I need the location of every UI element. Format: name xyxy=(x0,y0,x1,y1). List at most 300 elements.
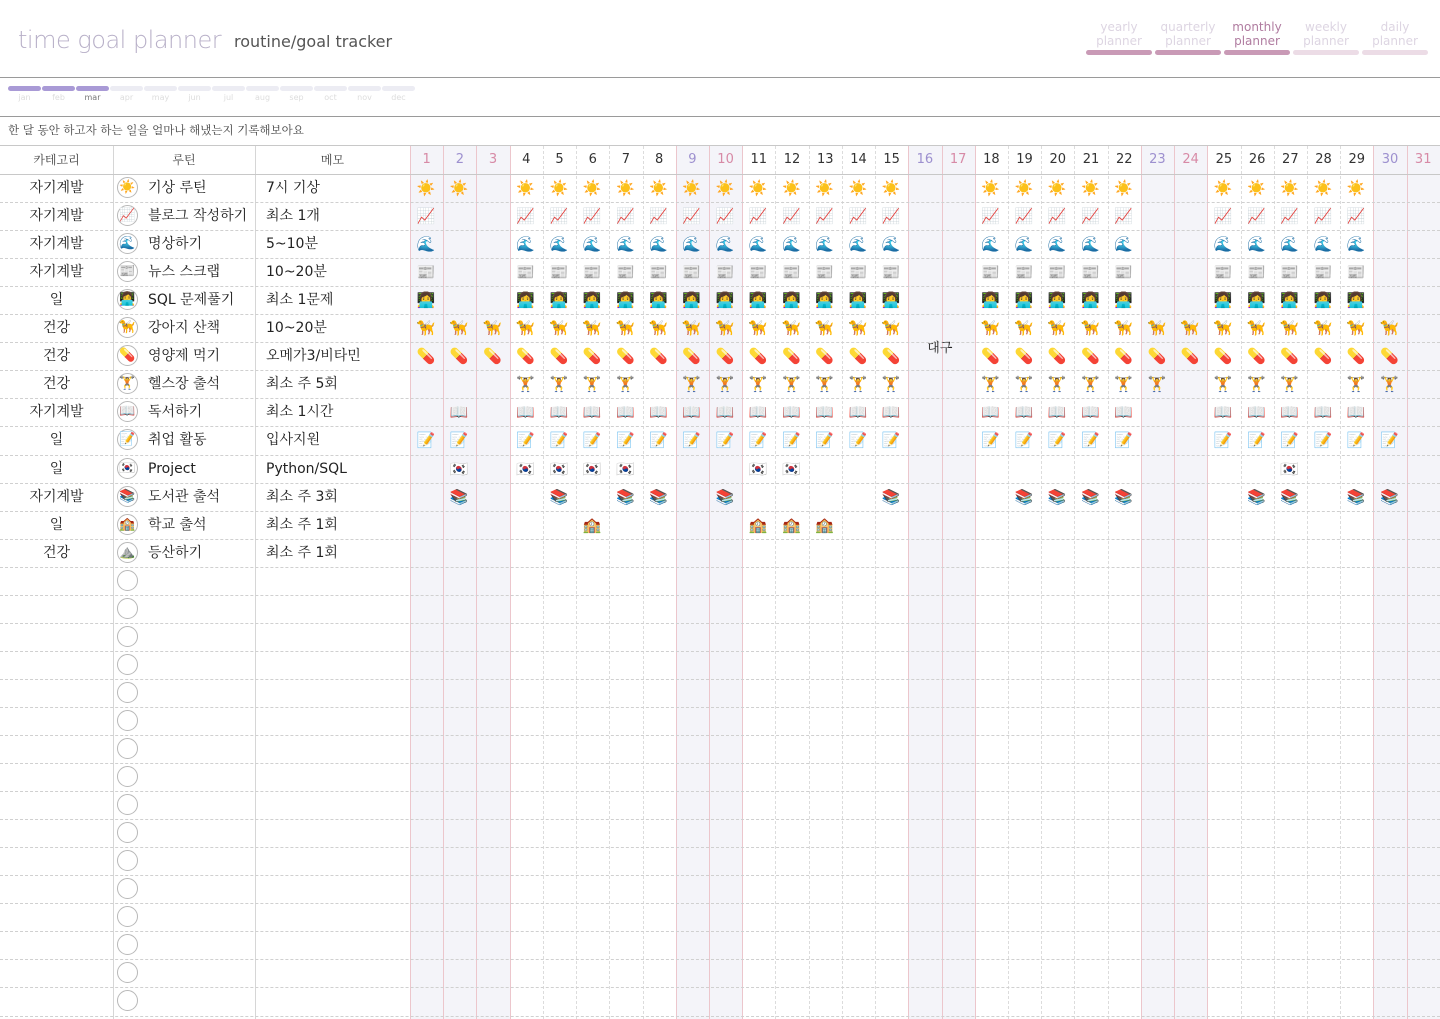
check-mark-memo-icon[interactable]: 📝 xyxy=(615,431,635,450)
check-mark-weight-lifter-icon[interactable]: 🏋️ xyxy=(1346,375,1366,394)
check-mark-korea-flag-icon[interactable]: 🇰🇷 xyxy=(549,459,569,478)
month-oct[interactable] xyxy=(314,86,347,102)
check-mark-memo-icon[interactable]: 📝 xyxy=(1047,431,1067,450)
check-mark-guide-dog-icon[interactable]: 🦮 xyxy=(416,319,436,338)
check-mark-weight-lifter-icon[interactable]: 🏋️ xyxy=(815,375,834,394)
check-mark-sun-icon[interactable]: ☀️ xyxy=(848,179,868,197)
check-mark-technologist-icon[interactable]: 👩‍💻 xyxy=(582,291,602,310)
check-mark-newspaper-icon[interactable]: 📰 xyxy=(615,263,635,282)
check-mark-books-icon[interactable]: 📚 xyxy=(615,487,635,506)
check-mark-newspaper-icon[interactable]: 📰 xyxy=(1114,263,1133,282)
check-mark-chart-increasing-icon[interactable]: 📈 xyxy=(1114,207,1133,226)
check-mark-memo-icon[interactable]: 📝 xyxy=(1313,431,1333,450)
check-mark-newspaper-icon[interactable]: 📰 xyxy=(516,263,535,282)
check-mark-guide-dog-icon[interactable]: 🦮 xyxy=(815,319,834,338)
check-mark-chart-increasing-icon[interactable]: 📈 xyxy=(516,207,535,226)
check-mark-sun-icon[interactable]: ☀️ xyxy=(1313,179,1333,197)
check-mark-guide-dog-icon[interactable]: 🦮 xyxy=(582,319,602,338)
check-mark-korea-flag-icon[interactable]: 🇰🇷 xyxy=(449,459,469,478)
check-mark-school-icon[interactable]: 🏫 xyxy=(582,515,602,534)
check-mark-technologist-icon[interactable]: 👩‍💻 xyxy=(881,291,901,310)
check-mark-technologist-icon[interactable]: 👩‍💻 xyxy=(1346,291,1366,310)
check-mark-water-wave-icon[interactable]: 🌊 xyxy=(1114,235,1133,254)
chart-increasing-icon[interactable]: 📈 xyxy=(117,205,138,226)
check-mark-memo-icon[interactable]: 📝 xyxy=(682,431,702,450)
check-mark-water-wave-icon[interactable]: 🌊 xyxy=(815,235,834,254)
check-mark-chart-increasing-icon[interactable]: 📈 xyxy=(1346,207,1366,226)
nav-daily[interactable] xyxy=(1362,20,1428,55)
check-mark-guide-dog-icon[interactable]: 🦮 xyxy=(715,319,735,338)
check-mark-water-wave-icon[interactable]: 🌊 xyxy=(649,235,668,254)
check-mark-memo-icon[interactable]: 📝 xyxy=(516,431,535,450)
empty-routine-icon[interactable] xyxy=(117,710,138,731)
check-mark-newspaper-icon[interactable]: 📰 xyxy=(1313,263,1333,282)
check-mark-sun-icon[interactable]: ☀️ xyxy=(1346,179,1366,197)
check-mark-technologist-icon[interactable]: 👩‍💻 xyxy=(748,291,768,310)
check-mark-pill-icon[interactable]: 💊 xyxy=(848,347,868,366)
check-mark-korea-flag-icon[interactable]: 🇰🇷 xyxy=(615,459,635,478)
check-mark-open-book-icon[interactable]: 📖 xyxy=(1114,403,1133,422)
check-mark-pill-icon[interactable]: 💊 xyxy=(1081,347,1100,366)
check-mark-water-wave-icon[interactable]: 🌊 xyxy=(582,235,602,254)
check-mark-technologist-icon[interactable]: 👩‍💻 xyxy=(1280,291,1300,310)
check-mark-weight-lifter-icon[interactable]: 🏋️ xyxy=(848,375,868,394)
check-mark-newspaper-icon[interactable]: 📰 xyxy=(1280,263,1300,282)
check-mark-water-wave-icon[interactable]: 🌊 xyxy=(615,235,635,254)
check-mark-weight-lifter-icon[interactable]: 🏋️ xyxy=(1047,375,1067,394)
check-mark-books-icon[interactable]: 📚 xyxy=(1047,487,1067,506)
check-mark-water-wave-icon[interactable]: 🌊 xyxy=(848,235,868,254)
check-mark-water-wave-icon[interactable]: 🌊 xyxy=(549,235,569,254)
check-mark-pill-icon[interactable]: 💊 xyxy=(748,347,768,366)
month-feb[interactable] xyxy=(42,86,75,102)
check-mark-pill-icon[interactable]: 💊 xyxy=(549,347,569,366)
check-mark-weight-lifter-icon[interactable]: 🏋️ xyxy=(1147,375,1167,394)
check-mark-water-wave-icon[interactable]: 🌊 xyxy=(881,235,901,254)
check-mark-open-book-icon[interactable]: 📖 xyxy=(582,403,602,422)
check-mark-open-book-icon[interactable]: 📖 xyxy=(1213,403,1233,422)
check-mark-pill-icon[interactable]: 💊 xyxy=(516,347,535,366)
check-mark-chart-increasing-icon[interactable]: 📈 xyxy=(1081,207,1100,226)
check-mark-water-wave-icon[interactable]: 🌊 xyxy=(416,235,436,254)
technologist-icon[interactable]: 👩‍💻 xyxy=(117,289,138,310)
check-mark-technologist-icon[interactable]: 👩‍💻 xyxy=(715,291,735,310)
check-mark-chart-increasing-icon[interactable]: 📈 xyxy=(715,207,735,226)
month-nov[interactable] xyxy=(348,86,381,102)
check-mark-technologist-icon[interactable]: 👩‍💻 xyxy=(549,291,569,310)
check-mark-newspaper-icon[interactable]: 📰 xyxy=(1213,263,1233,282)
check-mark-technologist-icon[interactable]: 👩‍💻 xyxy=(1014,291,1034,310)
check-mark-guide-dog-icon[interactable]: 🦮 xyxy=(748,319,768,338)
check-mark-books-icon[interactable]: 📚 xyxy=(881,487,901,506)
check-mark-technologist-icon[interactable]: 👩‍💻 xyxy=(1081,291,1100,310)
check-mark-korea-flag-icon[interactable]: 🇰🇷 xyxy=(782,459,801,478)
check-mark-newspaper-icon[interactable]: 📰 xyxy=(649,263,668,282)
check-mark-korea-flag-icon[interactable]: 🇰🇷 xyxy=(516,459,535,478)
check-mark-pill-icon[interactable]: 💊 xyxy=(615,347,635,366)
check-mark-books-icon[interactable]: 📚 xyxy=(1247,487,1266,506)
empty-routine-icon[interactable] xyxy=(117,906,138,927)
check-mark-memo-icon[interactable]: 📝 xyxy=(782,431,801,450)
check-mark-open-book-icon[interactable]: 📖 xyxy=(649,403,668,422)
nav-yearly[interactable] xyxy=(1086,20,1152,55)
check-mark-newspaper-icon[interactable]: 📰 xyxy=(815,263,834,282)
check-mark-korea-flag-icon[interactable]: 🇰🇷 xyxy=(748,459,768,478)
month-dec[interactable] xyxy=(382,86,415,102)
check-mark-weight-lifter-icon[interactable]: 🏋️ xyxy=(1014,375,1034,394)
check-mark-memo-icon[interactable]: 📝 xyxy=(449,431,469,450)
check-mark-memo-icon[interactable]: 📝 xyxy=(1114,431,1133,450)
check-mark-water-wave-icon[interactable]: 🌊 xyxy=(1313,235,1333,254)
check-mark-newspaper-icon[interactable]: 📰 xyxy=(715,263,735,282)
check-mark-memo-icon[interactable]: 📝 xyxy=(748,431,768,450)
check-mark-books-icon[interactable]: 📚 xyxy=(1346,487,1366,506)
check-mark-chart-increasing-icon[interactable]: 📈 xyxy=(1313,207,1333,226)
check-mark-guide-dog-icon[interactable]: 🦮 xyxy=(483,319,502,338)
check-mark-sun-icon[interactable]: ☀️ xyxy=(449,179,469,197)
check-mark-technologist-icon[interactable]: 👩‍💻 xyxy=(1313,291,1333,310)
check-mark-weight-lifter-icon[interactable]: 🏋️ xyxy=(782,375,801,394)
empty-routine-icon[interactable] xyxy=(117,934,138,955)
check-mark-newspaper-icon[interactable]: 📰 xyxy=(582,263,602,282)
check-mark-pill-icon[interactable]: 💊 xyxy=(815,347,834,366)
newspaper-icon[interactable]: 📰 xyxy=(117,261,138,282)
check-mark-weight-lifter-icon[interactable]: 🏋️ xyxy=(1114,375,1133,394)
check-mark-water-wave-icon[interactable]: 🌊 xyxy=(682,235,702,254)
check-mark-technologist-icon[interactable]: 👩‍💻 xyxy=(682,291,702,310)
check-mark-school-icon[interactable]: 🏫 xyxy=(782,515,801,534)
month-may[interactable] xyxy=(144,86,177,102)
check-mark-weight-lifter-icon[interactable]: 🏋️ xyxy=(582,375,602,394)
check-mark-weight-lifter-icon[interactable]: 🏋️ xyxy=(748,375,768,394)
month-sep[interactable] xyxy=(280,86,313,102)
check-mark-books-icon[interactable]: 📚 xyxy=(1380,487,1399,506)
check-mark-newspaper-icon[interactable]: 📰 xyxy=(1014,263,1034,282)
check-mark-sun-icon[interactable]: ☀️ xyxy=(1213,179,1233,197)
check-mark-sun-icon[interactable]: ☀️ xyxy=(682,179,702,197)
check-mark-open-book-icon[interactable]: 📖 xyxy=(682,403,702,422)
nav-weekly[interactable] xyxy=(1293,20,1359,55)
check-mark-chart-increasing-icon[interactable]: 📈 xyxy=(682,207,702,226)
check-mark-open-book-icon[interactable]: 📖 xyxy=(1247,403,1266,422)
check-mark-pill-icon[interactable]: 💊 xyxy=(682,347,702,366)
check-mark-school-icon[interactable]: 🏫 xyxy=(748,515,768,534)
check-mark-sun-icon[interactable]: ☀️ xyxy=(549,179,569,197)
check-mark-memo-icon[interactable]: 📝 xyxy=(1014,431,1034,450)
check-mark-memo-icon[interactable]: 📝 xyxy=(881,431,901,450)
check-mark-memo-icon[interactable]: 📝 xyxy=(1081,431,1100,450)
month-apr[interactable] xyxy=(110,86,143,102)
check-mark-chart-increasing-icon[interactable]: 📈 xyxy=(748,207,768,226)
check-mark-sun-icon[interactable]: ☀️ xyxy=(582,179,602,197)
check-mark-pill-icon[interactable]: 💊 xyxy=(1014,347,1034,366)
empty-routine-icon[interactable] xyxy=(117,598,138,619)
check-mark-pill-icon[interactable]: 💊 xyxy=(1313,347,1333,366)
check-mark-chart-increasing-icon[interactable]: 📈 xyxy=(981,207,1001,226)
check-mark-pill-icon[interactable]: 💊 xyxy=(1047,347,1067,366)
check-mark-chart-increasing-icon[interactable]: 📈 xyxy=(1247,207,1266,226)
check-mark-pill-icon[interactable]: 💊 xyxy=(449,347,469,366)
check-mark-memo-icon[interactable]: 📝 xyxy=(1280,431,1300,450)
check-mark-guide-dog-icon[interactable]: 🦮 xyxy=(1180,319,1200,338)
check-mark-guide-dog-icon[interactable]: 🦮 xyxy=(881,319,901,338)
empty-routine-icon[interactable] xyxy=(117,570,138,591)
month-jul[interactable] xyxy=(212,86,245,102)
check-mark-water-wave-icon[interactable]: 🌊 xyxy=(1047,235,1067,254)
check-mark-books-icon[interactable]: 📚 xyxy=(1014,487,1034,506)
check-mark-guide-dog-icon[interactable]: 🦮 xyxy=(1380,319,1399,338)
korea-flag-icon[interactable]: 🇰🇷 xyxy=(117,458,138,479)
check-mark-guide-dog-icon[interactable]: 🦮 xyxy=(1147,319,1167,338)
sun-icon[interactable]: ☀️ xyxy=(117,177,138,198)
check-mark-pill-icon[interactable]: 💊 xyxy=(649,347,668,366)
check-mark-guide-dog-icon[interactable]: 🦮 xyxy=(981,319,1001,338)
check-mark-open-book-icon[interactable]: 📖 xyxy=(1346,403,1366,422)
check-mark-sun-icon[interactable]: ☀️ xyxy=(649,179,668,197)
check-mark-guide-dog-icon[interactable]: 🦮 xyxy=(1114,319,1133,338)
month-jun[interactable] xyxy=(178,86,211,102)
check-mark-school-icon[interactable]: 🏫 xyxy=(815,515,834,534)
check-mark-memo-icon[interactable]: 📝 xyxy=(981,431,1001,450)
check-mark-korea-flag-icon[interactable]: 🇰🇷 xyxy=(582,459,602,478)
check-mark-memo-icon[interactable]: 📝 xyxy=(848,431,868,450)
check-mark-technologist-icon[interactable]: 👩‍💻 xyxy=(516,291,535,310)
check-mark-weight-lifter-icon[interactable]: 🏋️ xyxy=(881,375,901,394)
check-mark-pill-icon[interactable]: 💊 xyxy=(881,347,901,366)
check-mark-pill-icon[interactable]: 💊 xyxy=(715,347,735,366)
check-mark-chart-increasing-icon[interactable]: 📈 xyxy=(815,207,834,226)
check-mark-newspaper-icon[interactable]: 📰 xyxy=(881,263,901,282)
check-mark-water-wave-icon[interactable]: 🌊 xyxy=(782,235,801,254)
check-mark-technologist-icon[interactable]: 👩‍💻 xyxy=(1213,291,1233,310)
check-mark-memo-icon[interactable]: 📝 xyxy=(1346,431,1366,450)
check-mark-pill-icon[interactable]: 💊 xyxy=(1147,347,1167,366)
check-mark-open-book-icon[interactable]: 📖 xyxy=(516,403,535,422)
check-mark-chart-increasing-icon[interactable]: 📈 xyxy=(1047,207,1067,226)
check-mark-newspaper-icon[interactable]: 📰 xyxy=(1081,263,1100,282)
pill-icon[interactable]: 💊 xyxy=(117,345,138,366)
check-mark-chart-increasing-icon[interactable]: 📈 xyxy=(848,207,868,226)
empty-routine-icon[interactable] xyxy=(117,822,138,843)
check-mark-memo-icon[interactable]: 📝 xyxy=(549,431,569,450)
check-mark-weight-lifter-icon[interactable]: 🏋️ xyxy=(1280,375,1300,394)
check-mark-water-wave-icon[interactable]: 🌊 xyxy=(1247,235,1266,254)
check-mark-chart-increasing-icon[interactable]: 📈 xyxy=(881,207,901,226)
check-mark-pill-icon[interactable]: 💊 xyxy=(782,347,801,366)
check-mark-water-wave-icon[interactable]: 🌊 xyxy=(1213,235,1233,254)
weight-lifter-icon[interactable]: 🏋️ xyxy=(117,373,138,394)
check-mark-books-icon[interactable]: 📚 xyxy=(649,487,668,506)
check-mark-books-icon[interactable]: 📚 xyxy=(1280,487,1300,506)
check-mark-books-icon[interactable]: 📚 xyxy=(549,487,569,506)
check-mark-open-book-icon[interactable]: 📖 xyxy=(1047,403,1067,422)
empty-routine-icon[interactable] xyxy=(117,962,138,983)
check-mark-guide-dog-icon[interactable]: 🦮 xyxy=(1247,319,1266,338)
check-mark-weight-lifter-icon[interactable]: 🏋️ xyxy=(1213,375,1233,394)
check-mark-sun-icon[interactable]: ☀️ xyxy=(1247,179,1266,197)
check-mark-memo-icon[interactable]: 📝 xyxy=(582,431,602,450)
check-mark-open-book-icon[interactable]: 📖 xyxy=(815,403,834,422)
check-mark-open-book-icon[interactable]: 📖 xyxy=(615,403,635,422)
check-mark-pill-icon[interactable]: 💊 xyxy=(1180,347,1200,366)
check-mark-sun-icon[interactable]: ☀️ xyxy=(981,179,1001,197)
check-mark-chart-increasing-icon[interactable]: 📈 xyxy=(782,207,801,226)
check-mark-technologist-icon[interactable]: 👩‍💻 xyxy=(416,291,436,310)
check-mark-weight-lifter-icon[interactable]: 🏋️ xyxy=(549,375,569,394)
check-mark-open-book-icon[interactable]: 📖 xyxy=(881,403,901,422)
books-icon[interactable]: 📚 xyxy=(117,486,138,507)
check-mark-books-icon[interactable]: 📚 xyxy=(715,487,735,506)
check-mark-weight-lifter-icon[interactable]: 🏋️ xyxy=(1081,375,1100,394)
empty-routine-icon[interactable] xyxy=(117,794,138,815)
check-mark-water-wave-icon[interactable]: 🌊 xyxy=(1346,235,1366,254)
check-mark-water-wave-icon[interactable]: 🌊 xyxy=(748,235,768,254)
empty-routine-icon[interactable] xyxy=(117,654,138,675)
check-mark-pill-icon[interactable]: 💊 xyxy=(483,347,502,366)
check-mark-weight-lifter-icon[interactable]: 🏋️ xyxy=(516,375,535,394)
check-mark-newspaper-icon[interactable]: 📰 xyxy=(1247,263,1266,282)
check-mark-sun-icon[interactable]: ☀️ xyxy=(881,179,901,197)
check-mark-chart-increasing-icon[interactable]: 📈 xyxy=(1213,207,1233,226)
check-mark-chart-increasing-icon[interactable]: 📈 xyxy=(1280,207,1300,226)
check-mark-weight-lifter-icon[interactable]: 🏋️ xyxy=(1247,375,1266,394)
check-mark-guide-dog-icon[interactable]: 🦮 xyxy=(682,319,702,338)
check-mark-pill-icon[interactable]: 💊 xyxy=(582,347,602,366)
check-mark-newspaper-icon[interactable]: 📰 xyxy=(416,263,436,282)
check-mark-guide-dog-icon[interactable]: 🦮 xyxy=(1313,319,1333,338)
check-mark-open-book-icon[interactable]: 📖 xyxy=(449,403,469,422)
empty-routine-icon[interactable] xyxy=(117,990,138,1011)
check-mark-water-wave-icon[interactable]: 🌊 xyxy=(1081,235,1100,254)
check-mark-open-book-icon[interactable]: 📖 xyxy=(549,403,569,422)
open-book-icon[interactable]: 📖 xyxy=(117,401,138,422)
check-mark-sun-icon[interactable]: ☀️ xyxy=(1280,179,1300,197)
empty-routine-icon[interactable] xyxy=(117,626,138,647)
check-mark-books-icon[interactable]: 📚 xyxy=(449,487,469,506)
check-mark-sun-icon[interactable]: ☀️ xyxy=(782,179,801,197)
check-mark-guide-dog-icon[interactable]: 🦮 xyxy=(649,319,668,338)
empty-routine-icon[interactable] xyxy=(117,766,138,787)
check-mark-sun-icon[interactable]: ☀️ xyxy=(748,179,768,197)
check-mark-technologist-icon[interactable]: 👩‍💻 xyxy=(848,291,868,310)
check-mark-pill-icon[interactable]: 💊 xyxy=(1280,347,1300,366)
check-mark-sun-icon[interactable]: ☀️ xyxy=(1014,179,1034,197)
check-mark-newspaper-icon[interactable]: 📰 xyxy=(682,263,702,282)
check-mark-newspaper-icon[interactable]: 📰 xyxy=(848,263,868,282)
check-mark-open-book-icon[interactable]: 📖 xyxy=(1313,403,1333,422)
check-mark-memo-icon[interactable]: 📝 xyxy=(416,431,436,450)
empty-routine-icon[interactable] xyxy=(117,878,138,899)
check-mark-water-wave-icon[interactable]: 🌊 xyxy=(1280,235,1300,254)
check-mark-sun-icon[interactable]: ☀️ xyxy=(516,179,535,197)
check-mark-pill-icon[interactable]: 💊 xyxy=(981,347,1001,366)
check-mark-books-icon[interactable]: 📚 xyxy=(1114,487,1133,506)
check-mark-open-book-icon[interactable]: 📖 xyxy=(715,403,735,422)
check-mark-open-book-icon[interactable]: 📖 xyxy=(981,403,1001,422)
check-mark-guide-dog-icon[interactable]: 🦮 xyxy=(615,319,635,338)
check-mark-pill-icon[interactable]: 💊 xyxy=(1213,347,1233,366)
check-mark-open-book-icon[interactable]: 📖 xyxy=(848,403,868,422)
check-mark-guide-dog-icon[interactable]: 🦮 xyxy=(1081,319,1100,338)
check-mark-chart-increasing-icon[interactable]: 📈 xyxy=(615,207,635,226)
check-mark-memo-icon[interactable]: 📝 xyxy=(715,431,735,450)
check-mark-pill-icon[interactable]: 💊 xyxy=(416,347,436,366)
check-mark-open-book-icon[interactable]: 📖 xyxy=(1280,403,1300,422)
check-mark-technologist-icon[interactable]: 👩‍💻 xyxy=(1114,291,1133,310)
check-mark-sun-icon[interactable]: ☀️ xyxy=(815,179,834,197)
empty-routine-icon[interactable] xyxy=(117,738,138,759)
check-mark-chart-increasing-icon[interactable]: 📈 xyxy=(649,207,668,226)
check-mark-sun-icon[interactable]: ☀️ xyxy=(1081,179,1100,197)
check-mark-open-book-icon[interactable]: 📖 xyxy=(782,403,801,422)
check-mark-newspaper-icon[interactable]: 📰 xyxy=(1047,263,1067,282)
check-mark-chart-increasing-icon[interactable]: 📈 xyxy=(1014,207,1034,226)
check-mark-weight-lifter-icon[interactable]: 🏋️ xyxy=(615,375,635,394)
check-mark-memo-icon[interactable]: 📝 xyxy=(1380,431,1399,450)
check-mark-technologist-icon[interactable]: 👩‍💻 xyxy=(981,291,1001,310)
check-mark-pill-icon[interactable]: 💊 xyxy=(1380,347,1399,366)
check-mark-guide-dog-icon[interactable]: 🦮 xyxy=(516,319,535,338)
check-mark-newspaper-icon[interactable]: 📰 xyxy=(748,263,768,282)
check-mark-pill-icon[interactable]: 💊 xyxy=(1346,347,1366,366)
check-mark-weight-lifter-icon[interactable]: 🏋️ xyxy=(715,375,735,394)
check-mark-chart-increasing-icon[interactable]: 📈 xyxy=(582,207,602,226)
month-mar[interactable] xyxy=(76,86,109,102)
check-mark-weight-lifter-icon[interactable]: 🏋️ xyxy=(981,375,1001,394)
empty-routine-icon[interactable] xyxy=(117,682,138,703)
check-mark-technologist-icon[interactable]: 👩‍💻 xyxy=(815,291,834,310)
check-mark-memo-icon[interactable]: 📝 xyxy=(1213,431,1233,450)
month-aug[interactable] xyxy=(246,86,279,102)
check-mark-guide-dog-icon[interactable]: 🦮 xyxy=(782,319,801,338)
check-mark-pill-icon[interactable]: 💊 xyxy=(1247,347,1266,366)
check-mark-technologist-icon[interactable]: 👩‍💻 xyxy=(1047,291,1067,310)
month-jan[interactable] xyxy=(8,86,41,102)
memo-icon[interactable]: 📝 xyxy=(117,429,138,450)
water-wave-icon[interactable]: 🌊 xyxy=(117,233,138,254)
check-mark-technologist-icon[interactable]: 👩‍💻 xyxy=(782,291,801,310)
check-mark-chart-increasing-icon[interactable]: 📈 xyxy=(549,207,569,226)
check-mark-sun-icon[interactable]: ☀️ xyxy=(715,179,735,197)
check-mark-guide-dog-icon[interactable]: 🦮 xyxy=(1346,319,1366,338)
check-mark-water-wave-icon[interactable]: 🌊 xyxy=(981,235,1001,254)
check-mark-technologist-icon[interactable]: 👩‍💻 xyxy=(1247,291,1266,310)
check-mark-memo-icon[interactable]: 📝 xyxy=(815,431,834,450)
check-mark-sun-icon[interactable]: ☀️ xyxy=(1114,179,1133,197)
empty-routine-icon[interactable] xyxy=(117,850,138,871)
check-mark-korea-flag-icon[interactable]: 🇰🇷 xyxy=(1280,459,1300,478)
check-mark-water-wave-icon[interactable]: 🌊 xyxy=(516,235,535,254)
check-mark-technologist-icon[interactable]: 👩‍💻 xyxy=(615,291,635,310)
check-mark-sun-icon[interactable]: ☀️ xyxy=(416,179,436,197)
check-mark-technologist-icon[interactable]: 👩‍💻 xyxy=(649,291,668,310)
check-mark-open-book-icon[interactable]: 📖 xyxy=(1081,403,1100,422)
check-mark-pill-icon[interactable]: 💊 xyxy=(1114,347,1133,366)
check-mark-water-wave-icon[interactable]: 🌊 xyxy=(715,235,735,254)
check-mark-open-book-icon[interactable]: 📖 xyxy=(748,403,768,422)
check-mark-guide-dog-icon[interactable]: 🦮 xyxy=(1014,319,1034,338)
check-mark-sun-icon[interactable]: ☀️ xyxy=(1047,179,1067,197)
check-mark-guide-dog-icon[interactable]: 🦮 xyxy=(1280,319,1300,338)
check-mark-open-book-icon[interactable]: 📖 xyxy=(1014,403,1034,422)
check-mark-water-wave-icon[interactable]: 🌊 xyxy=(1014,235,1034,254)
check-mark-sun-icon[interactable]: ☀️ xyxy=(615,179,635,197)
mountain-icon[interactable]: ⛰️ xyxy=(117,542,138,563)
check-mark-memo-icon[interactable]: 📝 xyxy=(1247,431,1266,450)
check-mark-newspaper-icon[interactable]: 📰 xyxy=(1346,263,1366,282)
check-mark-guide-dog-icon[interactable]: 🦮 xyxy=(449,319,469,338)
check-mark-newspaper-icon[interactable]: 📰 xyxy=(981,263,1001,282)
